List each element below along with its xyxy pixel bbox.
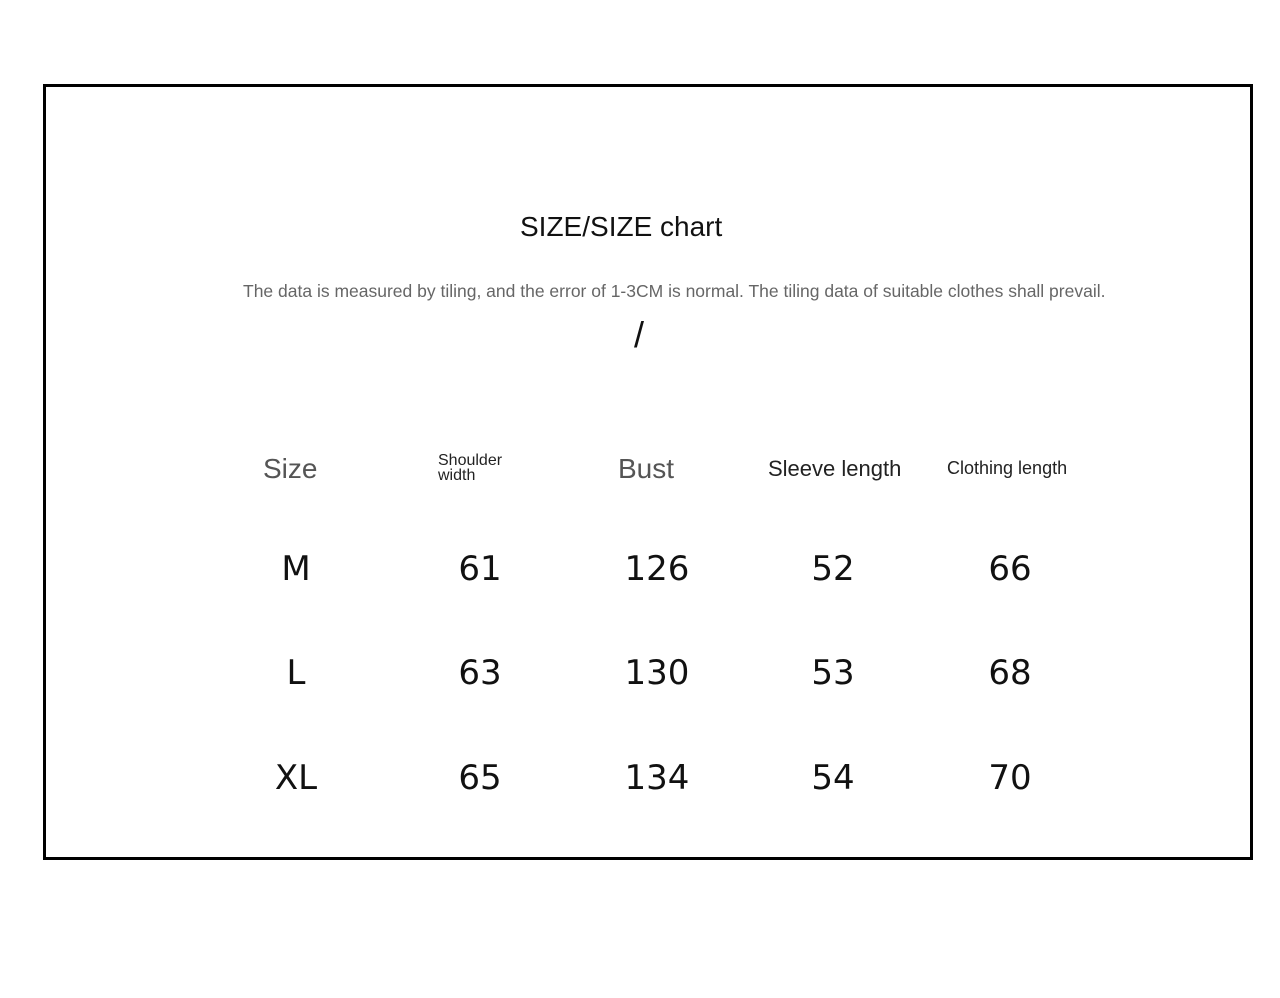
header-sleeve-length: Sleeve length	[768, 456, 902, 481]
cell-sleeve-length: 54	[811, 758, 855, 798]
cell-clothing-length: 68	[988, 653, 1032, 693]
cell-bust: 134	[624, 758, 690, 798]
cell-sleeve-length: 52	[811, 549, 855, 589]
cell-clothing-length: 66	[988, 549, 1032, 589]
cell-clothing-length: 70	[988, 758, 1032, 798]
cell-bust: 130	[624, 653, 690, 693]
cell-shoulder-width: 61	[458, 549, 502, 589]
header-clothing-length: Clothing length	[947, 458, 1068, 478]
cell-sleeve-length: 53	[811, 653, 855, 693]
header-shoulder-width: Shoulder width	[438, 452, 503, 484]
page-title: SIZE/SIZE chart	[520, 211, 723, 242]
cell-bust: 126	[624, 549, 690, 589]
cell-shoulder-width: 65	[458, 758, 502, 798]
header-bust: Bust	[618, 453, 675, 484]
header-size: Size	[263, 453, 318, 484]
separator-slash: /	[634, 314, 645, 355]
cell-size: M	[281, 549, 311, 589]
cell-size: XL	[274, 758, 318, 798]
measurement-note: The data is measured by tiling, and the error of 1-3CM is normal. The tiling data of suitable clothes shall prevail.	[243, 281, 1106, 301]
cell-size: L	[286, 653, 306, 693]
cell-shoulder-width: 63	[458, 653, 502, 693]
